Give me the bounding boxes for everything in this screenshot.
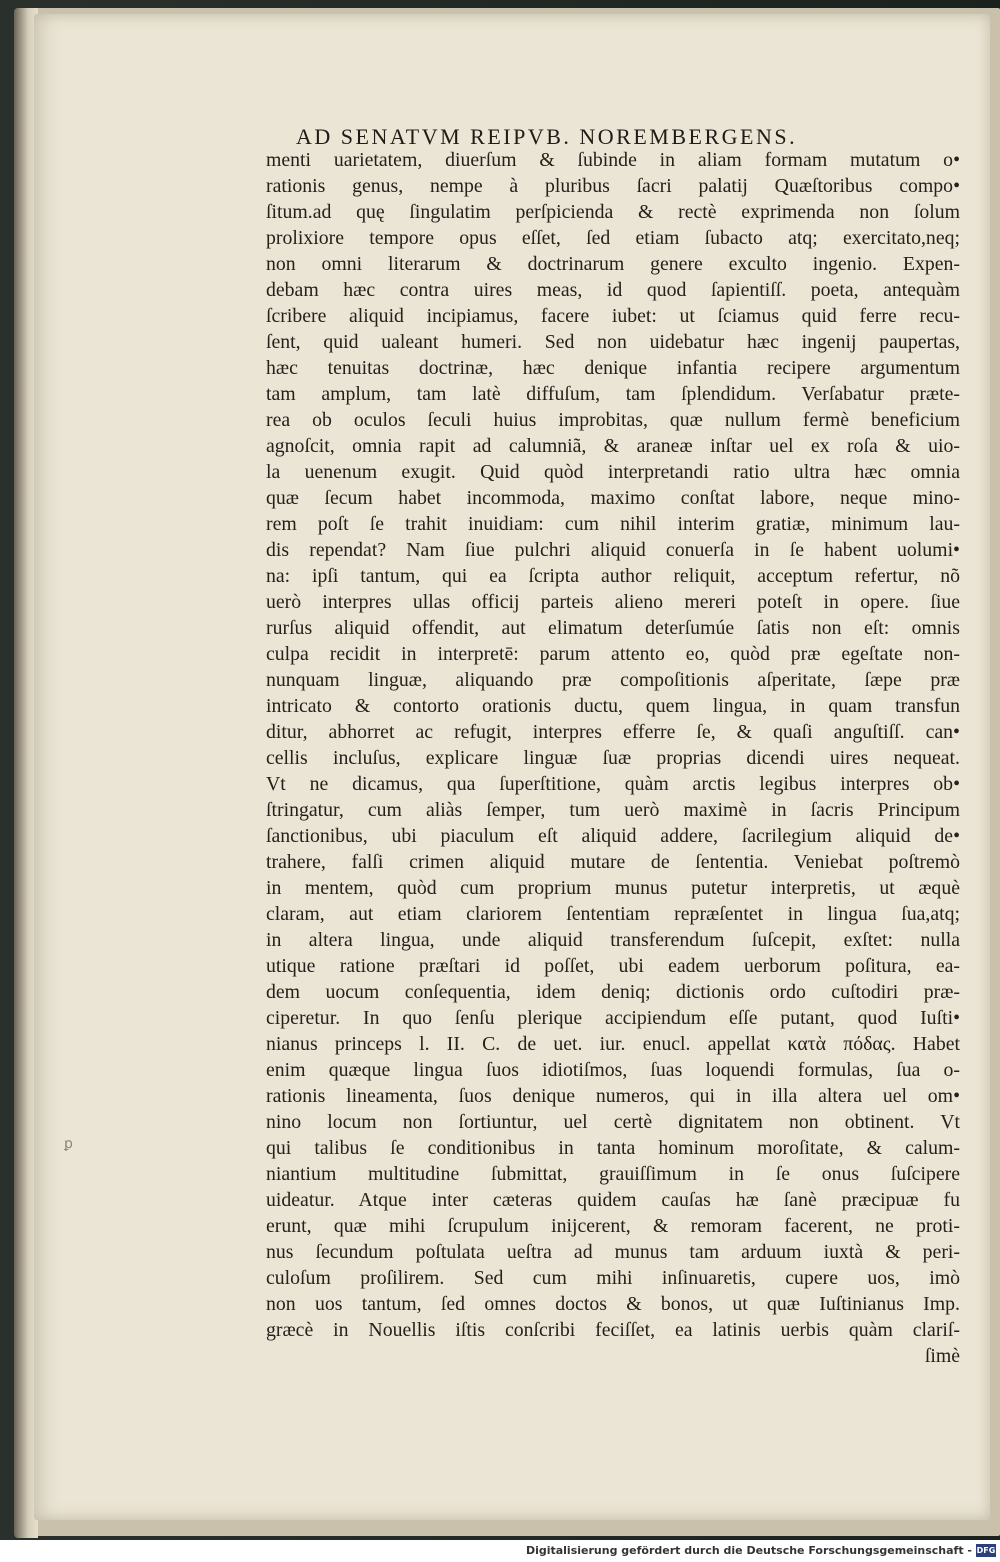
text-line: ſitum.ad quę ſingulatim perſpicienda & rectè exprimenda non ſolum <box>266 201 960 223</box>
text-line: uideatur. Atque inter cæteras quidem cauſas hæ ſanè præcipuæ fu <box>266 1189 960 1211</box>
text-line: ſtringatur, cum aliàs ſemper, tum uerò maximè in ſacris Principum <box>266 799 960 821</box>
text-line: qui talibus ſe conditionibus in tanta hominum moroſitate, & calum- <box>266 1137 960 1159</box>
text-line: intricato & contorto orationis ductu, quem lingua, in quam transfun <box>266 695 960 717</box>
text-line: enim quæque lingua ſuos idiotiſmos, ſuas loquendi formulas, ſua o- <box>266 1059 960 1081</box>
text-line: tam amplum, tam latè diffuſum, tam ſplendidum. Verſabatur præte- <box>266 383 960 405</box>
footer-credit: Digitalisierung gefördert durch die Deutsche Forschungsgemeinschaft - <box>525 1544 972 1557</box>
text-line: dis rependat? Nam ſiue pulchri aliquid conuerſa in ſe habent uolumi• <box>266 539 960 561</box>
text-line: ditur, abhorret ac refugit, interpres efferre ſe, & quaſi anguſtiſſ. can• <box>266 721 960 743</box>
text-line: nus ſecundum poſtulata ueſtra ad munus tam arduum iuxtà & peri- <box>266 1241 960 1263</box>
text-line: ciperetur. In quo ſenſu plerique accipiendum eſſe putant, quod Iuſti• <box>266 1007 960 1029</box>
text-line: rea ob oculos ſeculi huius improbitas, quæ nullum fermè beneficium <box>266 409 960 431</box>
text-line: uerò interpres ullas officij parteis alieno mereri poteſt in opere. ſiue <box>266 591 960 613</box>
text-line: in mentem, quòd cum proprium munus putetur interpretis, ut æquè <box>266 877 960 899</box>
text-line: rationis lineamenta, ſuos denique numeros, qui in illa altera uel om• <box>266 1085 960 1107</box>
text-line: erunt, quæ mihi ſcrupulum inijcerent, & remoram facerent, ne proti- <box>266 1215 960 1237</box>
text-line: culoſum proſilirem. Sed cum mihi inſinuaretis, cupere uos, imò <box>266 1267 960 1289</box>
text-line: nino locum non ſortiuntur, uel certè dignitatem non obtinent. Vt <box>266 1111 960 1133</box>
text-line: non omni literarum & doctrinarum genere exculto ingenio. Expen- <box>266 253 960 275</box>
text-line: na: ipſi tantum, qui ea ſcripta author reliquit, acceptum refertur, nõ <box>266 565 960 587</box>
text-line: nianus princeps l. II. C. de uet. iur. enucl. appellat κατὰ πόδας. Habet <box>266 1033 960 1055</box>
body-text <box>266 147 960 1369</box>
text-line: rurſus aliquid offendit, aut elimatum deterſumúe ſatis non eſt: omnis <box>266 617 960 639</box>
text-line: hæc tenuitas doctrinæ, hæc denique infantia recipere argumentum <box>266 357 960 379</box>
text-line: debam hæc contra uires meas, id quod ſapientiſſ. poeta, antequàm <box>266 279 960 301</box>
text-line: ſimè <box>924 1345 960 1367</box>
text-line: in altera lingua, unde aliquid transferendum ſuſcepit, exſtet: nulla <box>266 929 960 951</box>
text-line: utique ratione præſtari id poſſet, ubi eadem uerborum poſitura, ea- <box>266 955 960 977</box>
text-line: niantium multitudine ſubmittat, grauiſſimum in ſe onus ſuſcipere <box>266 1163 960 1185</box>
text-line: claram, aut etiam clariorem ſententiam repræſentet in lingua ſua,atq; <box>266 903 960 925</box>
text-line: Vt ne dicamus, qua ſuperſtitione, quàm arctis legibus interpres ob• <box>266 773 960 795</box>
text-line: rationis genus, nempe à pluribus ſacri palatij Quæſtoribus compo• <box>266 175 960 197</box>
margin-mark: ꝑ <box>64 1136 73 1152</box>
text-line: dem uocum conſequentia, idem deniq; dictionis ordo cuſtodiri præ- <box>266 981 960 1003</box>
running-title: AD SENATVM REIPVB. NOREMBERGENS. <box>296 124 798 149</box>
text-line: cellis incluſus, explicare linguæ ſuæ proprias dicendi uires nequeat. <box>266 747 960 769</box>
text-line: la uenenum exugit. Quid quòd interpretandi ratio ultra hæc omnia <box>266 461 960 483</box>
text-line: non uos tantum, ſed omnes doctos & bonos, ut quæ Iuſtinianus Imp. <box>266 1293 960 1315</box>
text-line: ſanctionibus, ubi piaculum eſt aliquid addere, ſacrilegium aliquid de• <box>266 825 960 847</box>
text-line: culpa recidit in interpretē: parum attento eo, quòd præ egeſtate non- <box>266 643 960 665</box>
footer-bar <box>0 1540 1000 1562</box>
text-line: ſcribere aliquid incipiamus, facere iubet: ut ſciamus quid ferre recu- <box>266 305 960 327</box>
text-line: trahere, falſi crimen aliquid mutare de ſententia. Veniebat poſtremò <box>266 851 960 873</box>
text-line: prolixiore tempore opus eſſet, ſed etiam ſubacto atq; exercitato,neq; <box>266 227 960 249</box>
text-line: menti uarietatem, diuerſum & ſubinde in aliam formam mutatum o• <box>266 149 960 171</box>
text-line: agnoſcit, omnia rapit ad calumniã, & araneæ inſtar uel ex roſa & uio- <box>266 435 960 457</box>
text-line: ſent, quid ualeant humeri. Sed non uidebatur hæc ingenij paupertas, <box>266 331 960 353</box>
text-line: græcè in Nouellis iſtis conſcribi feciſſet, ea latinis uerbis quàm clariſ- <box>266 1319 960 1341</box>
text-line: nunquam linguæ, aliquando præ compoſitionis aſperitate, ſæpe præ <box>266 669 960 691</box>
text-line: quæ ſecum habet incommoda, maximo conſtat labore, neque mino- <box>266 487 960 509</box>
text-line: rem poſt ſe trahit inuidiam: cum nihil interim gratiæ, minimum lau- <box>266 513 960 535</box>
dfg-logo: DFG <box>976 1546 996 1555</box>
